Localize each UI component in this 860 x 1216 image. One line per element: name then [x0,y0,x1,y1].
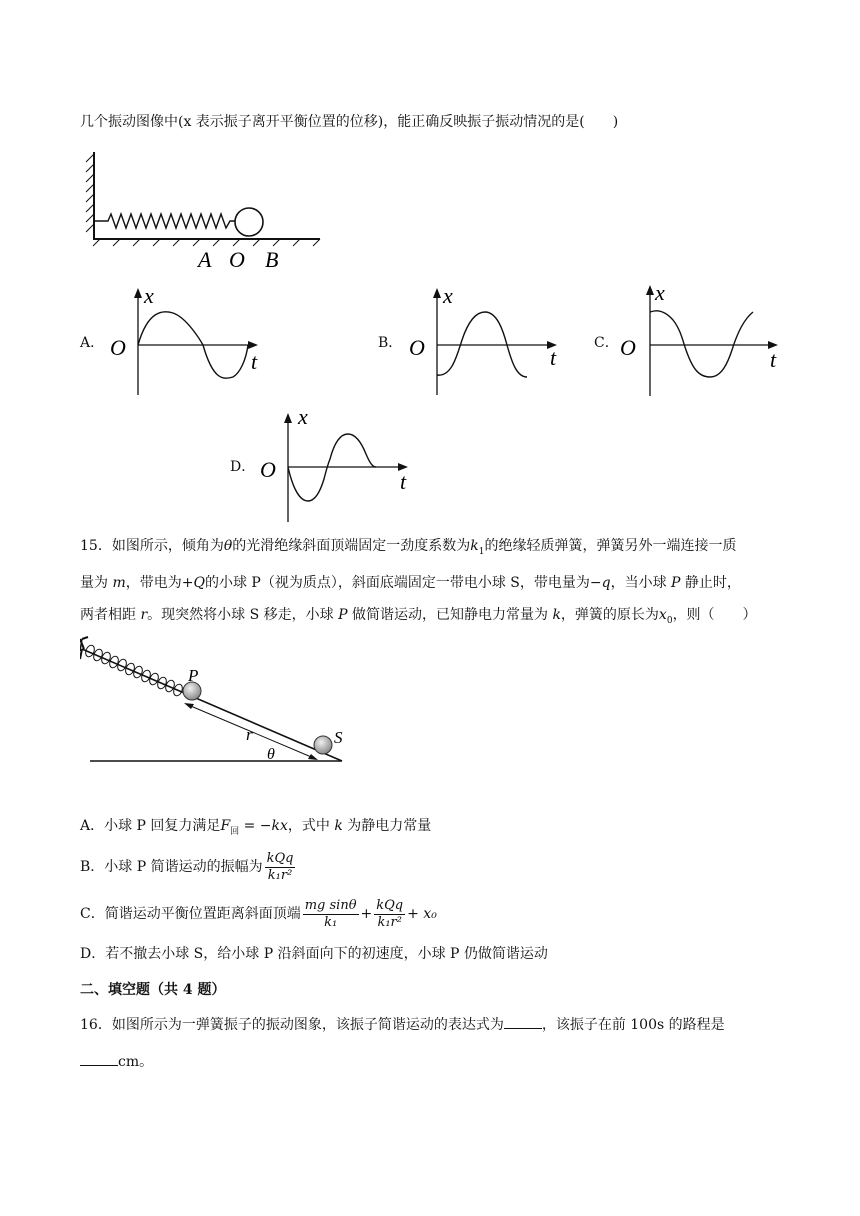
axis-origin-label: O [110,335,126,360]
svg-text:O: O [620,335,636,360]
axis-t-label: t [251,349,258,374]
svg-text:x: x [443,285,453,308]
q15-option-b[interactable]: B．小球 P 简谐运动的振幅为 $\frac{\text{kQq}}{\text{k₁r²}}$ [80,850,294,883]
q14-option-d-letter[interactable]: D． [230,459,256,475]
label-theta: θ [267,746,275,763]
label-p: P [188,666,199,685]
q15-line2: 量为 m，带电为+Q的小球 P（视为质点），斜面底端固定一带电小球 S，带电量为−q，当小球 P 静止时， [80,575,741,591]
svg-text:t: t [400,469,407,494]
q14-option-c-graph[interactable] [618,282,788,400]
curve-c [650,311,753,377]
q14-stem: 几个振动图像中(x 表示振子离开平衡位置的位移)，能正确反映振子振动情况的是( ) [80,114,619,130]
q15-line3: 两者相距 r。现突然将小球 S 移走，小球 P 做简谐运动，已知静电力常量为 k，弹簧的原长为$x_0$，则（ ） [80,607,757,626]
incline-figure [80,635,360,770]
label-b: B [265,247,279,272]
svg-text:x: x [655,282,665,305]
q14-option-b-graph[interactable] [407,285,567,400]
q15-line1: 15．如图所示，倾角为θ的光滑绝缘斜面顶端固定一劲度系数为$k_1$的绝缘轻质弹簧，弹簧另外一端连接一质 [80,538,737,557]
answer-blank-1[interactable] [504,1014,542,1029]
svg-text:O: O [260,457,276,482]
oscillator-ball [235,208,263,236]
q15-option-c[interactable]: C．简谐运动平衡位置距离斜面顶端 $\frac{\text{mg sinθ}}{\text{k₁}}$ + $\frac{\text{kQq}}{\text{k₁r²}}$ + x₀ [80,897,437,930]
q14-option-b-letter[interactable]: B． [378,335,403,351]
q14-option-a-letter[interactable]: A． [80,335,105,351]
svg-text:t: t [550,345,557,370]
answer-blank-2[interactable] [80,1051,118,1066]
q14-option-a-graph[interactable] [108,285,268,400]
label-r: r [246,725,253,744]
axis-x-label: x [144,285,154,308]
ball-s [314,736,332,754]
q16-line2: cm。 [80,1051,153,1072]
q15-option-a[interactable]: A．小球 P 回复力满足$F_回 = -kx$，式中 k 为静电力常量 [80,818,432,837]
spring-oscillator-figure [80,148,330,273]
label-a: A [198,247,212,272]
svg-text:t: t [770,347,777,372]
q15-option-d[interactable]: D．若不撤去小球 S，给小球 P 沿斜面向下的初速度，小球 P 仍做简谐运动 [80,946,548,962]
svg-text:x: x [298,404,308,429]
label-s: S [334,728,343,747]
q16-line1: 16．如图所示为一弹簧振子的振动图象，该振子简谐运动的表达式为 ，该振子在前 100s 的路程是 [80,1014,725,1035]
section-fill-in-title: 二、填空题（共 4 题） [80,982,226,998]
spring [94,214,235,228]
svg-text:O: O [409,335,425,360]
q14-option-c-letter[interactable]: C． [594,335,619,351]
q14-option-d-graph[interactable] [258,404,418,524]
label-o: O [229,247,245,272]
amplitude-fraction: $\frac{\text{kQq}}{\text{k₁r²}}$ [266,850,294,883]
